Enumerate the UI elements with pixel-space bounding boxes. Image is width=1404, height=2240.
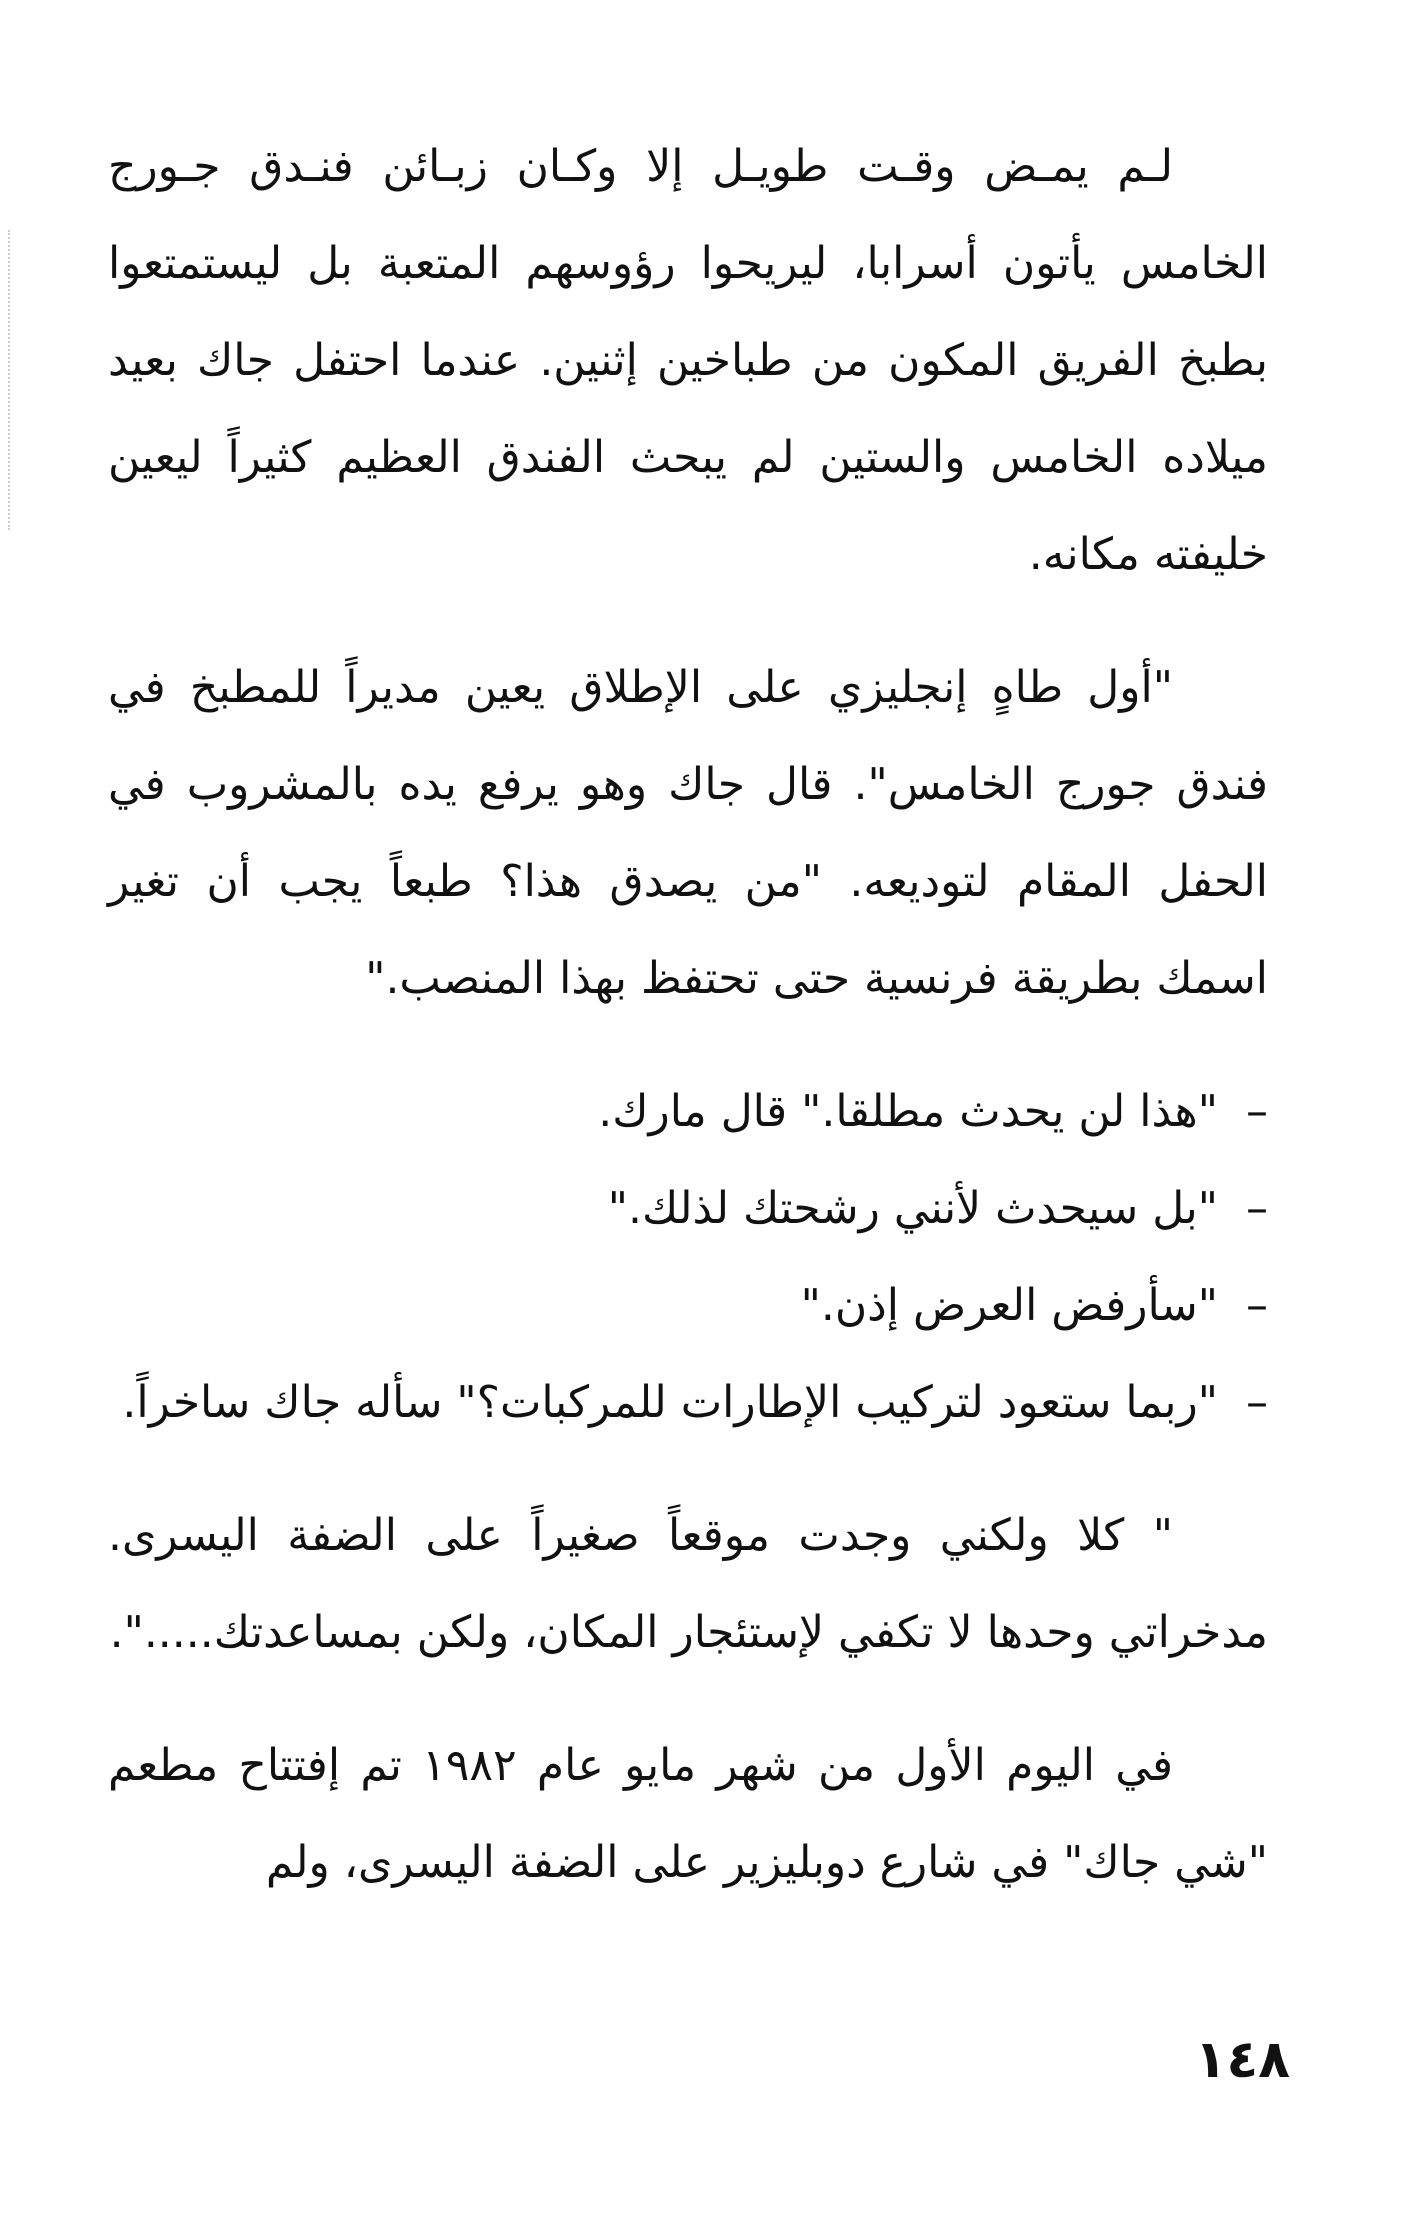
- dialog-dash: –: [1246, 1086, 1268, 1137]
- paragraph-2: "أول طاهٍ إنجليزي على الإطلاق يعين مديراً للمطبخ في فندق جورج الخامس". قال جاك وهو يرفع يده بالمشروب في الحفل المقام لتوديعه. "من يصدق هذا؟ طبعاً يجب أن تغير اسمك بطريقة فرنسية حتى تحتفظ بهذا المنصب.": [108, 662, 1268, 1004]
- dialog-line-4: [108, 1354, 1268, 1451]
- scan-gutter-mark: [8, 230, 10, 530]
- paragraph-3: " كلا ولكني وجدت موقعاً صغيراً على الضفة اليسرى. مدخراتي وحدها لا تكفي لإستئجار المكان، ولكن بمساعدتك.....".: [108, 1510, 1268, 1658]
- dialog-text: "هذا لن يحدث مطلقا." قال مارك.: [598, 1086, 1218, 1137]
- dialog-text: "ربما ستعود لتركيب الإطارات للمركبات؟" سأله جاك ساخراً.: [122, 1377, 1218, 1428]
- dialog-line-3: [108, 1257, 1268, 1354]
- paragraph-1: لـم يمـض وقـت طويـل إلا وكـان زبـائن فنـدق جـورج الخامس يأتون أسرابا، ليريحوا رؤوسهم المتعبة بل ليستمتعوا بطبخ الفريق المكون من طباخين إثنين. عندما احتفل جاك بعيد ميلاده الخامس والستين لم يبحث الفندق العظيم كثيراً ليعين خليفته مكانه.: [108, 141, 1268, 580]
- page-number: ١٤٨: [1194, 2030, 1290, 2090]
- page-body: [108, 118, 1268, 1911]
- dialog-line-2: [108, 1160, 1268, 1257]
- dialog-dash: –: [1246, 1280, 1268, 1331]
- paragraph-4: في اليوم الأول من شهر مايو عام ١٩٨٢ تم إفتتاح مطعم "شي جاك" في شارع دوبليزير على الضفة اليسرى، ولم: [108, 1740, 1268, 1888]
- dialog-dash: –: [1246, 1377, 1268, 1428]
- dialog-dash: –: [1246, 1183, 1268, 1234]
- dialog-line-1: [108, 1063, 1268, 1160]
- dialog-text: "بل سيحدث لأنني رشحتك لذلك.": [607, 1183, 1218, 1234]
- dialog-list: [108, 1063, 1268, 1451]
- dialog-text: "سأرفض العرض إذن.": [800, 1280, 1218, 1331]
